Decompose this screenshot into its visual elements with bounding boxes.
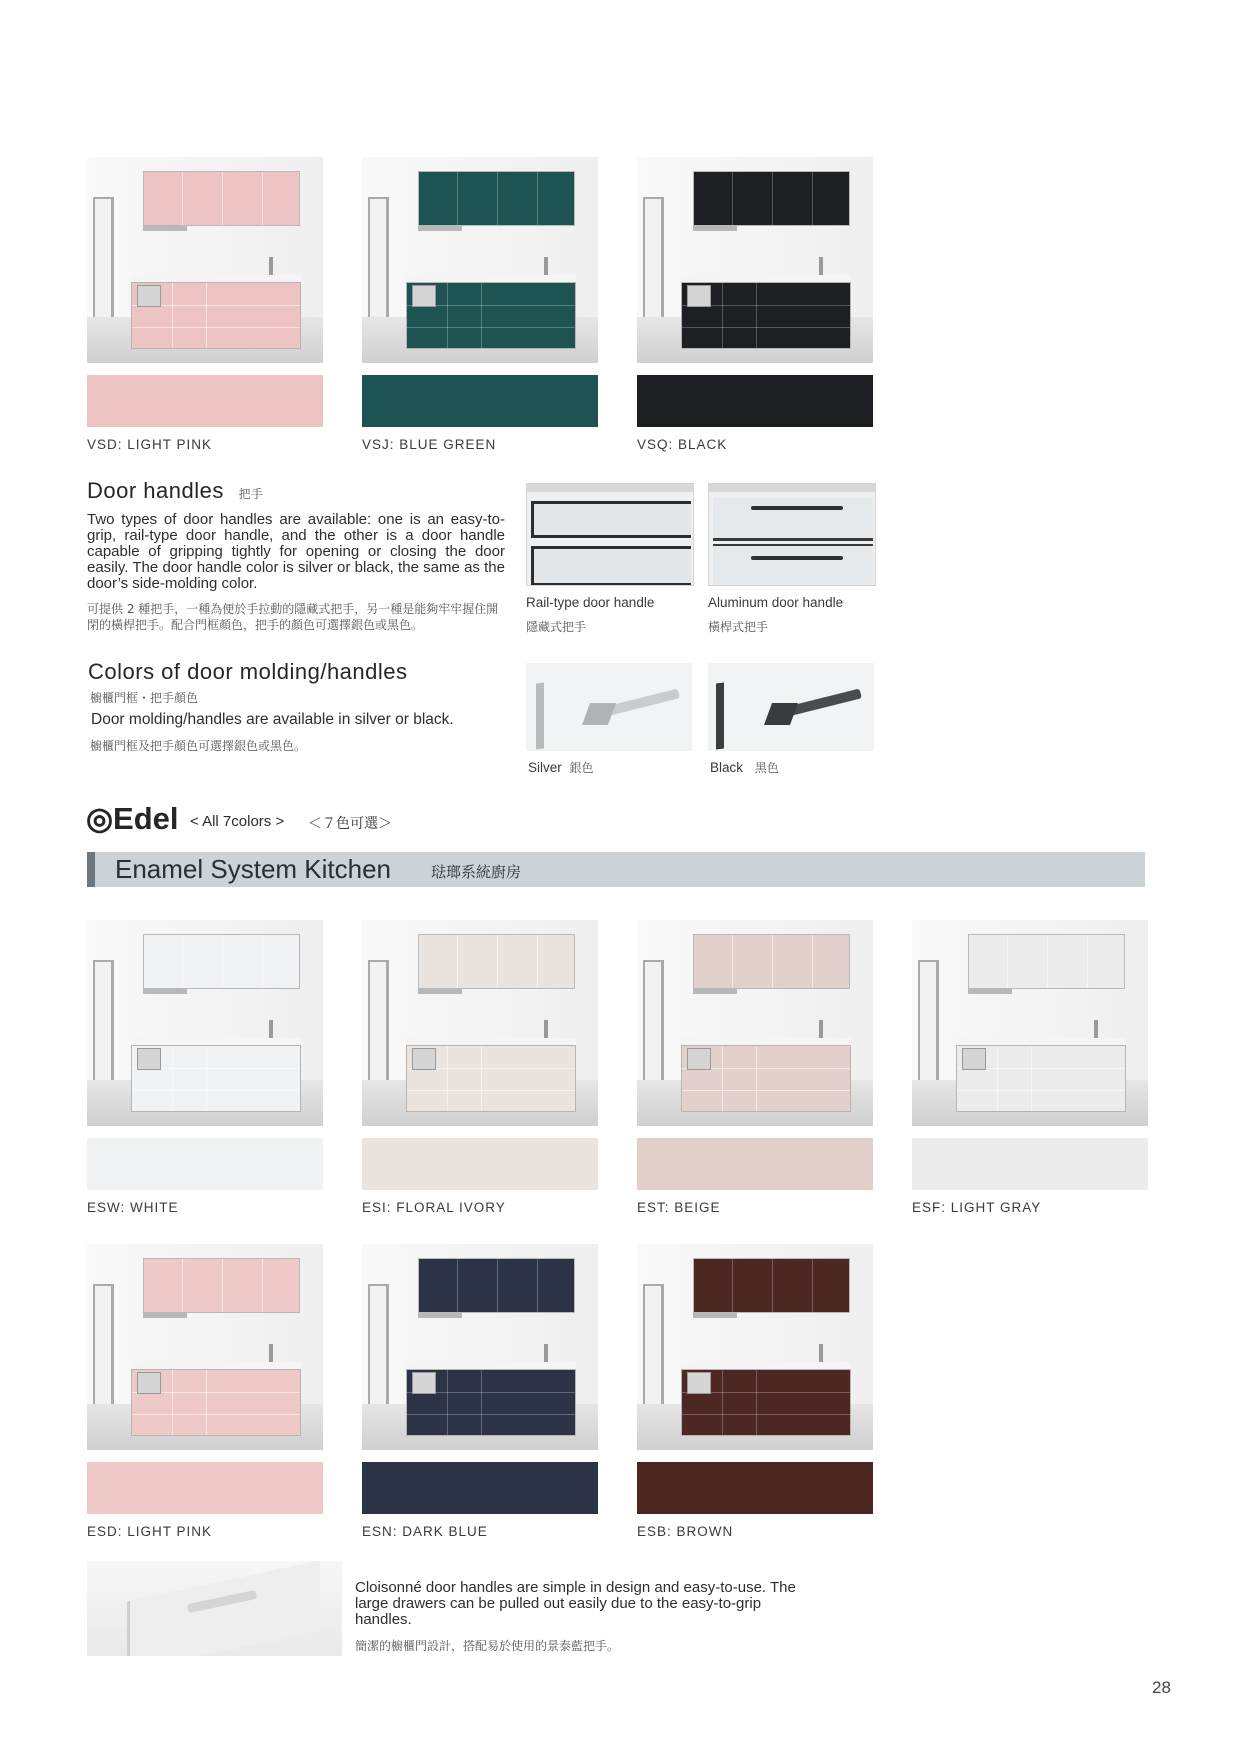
molding-colors-title: Colors of door molding/handles xyxy=(88,659,408,684)
enamel-kitchen-title: Enamel System Kitchen xyxy=(115,854,392,884)
color-code-label: ESN: DARK BLUE xyxy=(362,1524,488,1539)
color-swatch xyxy=(362,1462,598,1514)
edel-series-name: ◎Edel xyxy=(86,801,179,836)
color-card-vsd xyxy=(87,157,323,452)
kitchen-image xyxy=(637,1244,873,1450)
black-handle-image xyxy=(708,663,874,751)
color-code-label: ESI: FLORAL IVORY xyxy=(362,1200,506,1215)
color-code-label: VSD: LIGHT PINK xyxy=(87,437,213,452)
silver-handle-image xyxy=(526,663,692,751)
color-card-vsq xyxy=(637,157,873,452)
molding-colors-body-zh: 櫥櫃門框及把手顏色可選擇銀色或黑色。 xyxy=(90,739,307,753)
rail-type-handle-label-zh: 隱藏式把手 xyxy=(526,620,587,634)
door-handles-title-text: Door handles xyxy=(87,478,224,503)
aluminum-handle-label: Aluminum door handle xyxy=(708,595,844,610)
kitchen-image xyxy=(87,1244,323,1450)
door-handles-body-zh: 可提供 2 種把手，一種為便於手拉動的隱藏式把手，另一種是能夠牢牢握住開閉的橫桿把手。配合門框顏色，把手的顏色可選擇銀色或黑色。 xyxy=(87,602,499,632)
color-code-label: VSQ: BLACK xyxy=(637,437,728,452)
kitchen-image xyxy=(362,1244,598,1450)
color-card-esb xyxy=(637,1244,873,1539)
black-option-text: Black xyxy=(710,760,744,775)
color-card-esn xyxy=(362,1244,598,1539)
color-code-label: EST: BEIGE xyxy=(637,1200,721,1215)
black-option-label xyxy=(710,759,779,776)
color-swatch xyxy=(637,1462,873,1514)
molding-colors-title-zh: 櫥櫃門框・把手顏色 xyxy=(90,691,199,705)
color-swatch xyxy=(637,1138,873,1190)
color-card-esf xyxy=(912,920,1148,1215)
rail-type-handle-image xyxy=(526,483,694,586)
color-swatch xyxy=(87,1462,323,1514)
color-code-label: ESW: WHITE xyxy=(87,1200,179,1215)
kitchen-image xyxy=(362,920,598,1126)
door-handles-title xyxy=(87,478,264,504)
color-code-label: ESF: LIGHT GRAY xyxy=(912,1200,1042,1215)
door-handles-title-zh: 把手 xyxy=(238,487,264,501)
kitchen-image xyxy=(637,920,873,1126)
silver-option-zh: 銀色 xyxy=(569,761,594,775)
color-card-esd xyxy=(87,1244,323,1539)
aluminum-handle-label-zh: 橫桿式把手 xyxy=(708,620,769,634)
black-option-zh: 黑色 xyxy=(754,761,779,775)
rail-type-handle-label: Rail-type door handle xyxy=(526,595,655,610)
page-number: 28 xyxy=(1152,1678,1171,1697)
color-code-label: ESB: BROWN xyxy=(637,1524,734,1539)
color-swatch xyxy=(362,1138,598,1190)
color-code-label: VSJ: BLUE GREEN xyxy=(362,437,497,452)
cloisonne-handle-image xyxy=(87,1561,342,1656)
color-swatch xyxy=(87,375,323,427)
silver-option-label xyxy=(528,759,594,776)
edel-count-label-zh: ＜７色可選＞ xyxy=(308,816,392,832)
color-swatch xyxy=(87,1138,323,1190)
kitchen-image xyxy=(87,157,323,363)
color-swatch xyxy=(637,375,873,427)
kitchen-image xyxy=(637,157,873,363)
color-swatch xyxy=(362,375,598,427)
cloisonne-body-zh: 簡潔的櫥櫃門設計，搭配易於使用的景泰藍把手。 xyxy=(355,1639,620,1653)
color-swatch xyxy=(912,1138,1148,1190)
door-handles-body: Two types of door handles are available: one is an easy-to-grip, rail-type door handle, and the other is a door handle capable of gripping tightly for opening or closing the door easily. The door handle color is silver or black, the same as the door’s side-molding color. xyxy=(87,511,505,592)
color-card-esw xyxy=(87,920,323,1215)
color-code-label: ESD: LIGHT PINK xyxy=(87,1524,213,1539)
molding-colors-body: Door molding/handles are available in silver or black. xyxy=(91,711,454,728)
edel-count-label: < All 7colors > xyxy=(190,813,285,830)
kitchen-image xyxy=(362,157,598,363)
color-card-esi xyxy=(362,920,598,1215)
aluminum-handle-image xyxy=(708,483,876,586)
color-card-est xyxy=(637,920,873,1215)
enamel-kitchen-title-zh: 琺瑯系統廚房 xyxy=(431,863,522,881)
enamel-kitchen-bar xyxy=(87,852,1145,887)
kitchen-image xyxy=(912,920,1148,1126)
silver-option-text: Silver xyxy=(528,760,562,775)
kitchen-image xyxy=(87,920,323,1126)
color-card-vsj xyxy=(362,157,598,452)
cloisonne-body: Cloisonné door handles are simple in design and easy-to-use. The large drawers can be pulled out easily due to the easy-to-grip handles. xyxy=(355,1579,796,1628)
